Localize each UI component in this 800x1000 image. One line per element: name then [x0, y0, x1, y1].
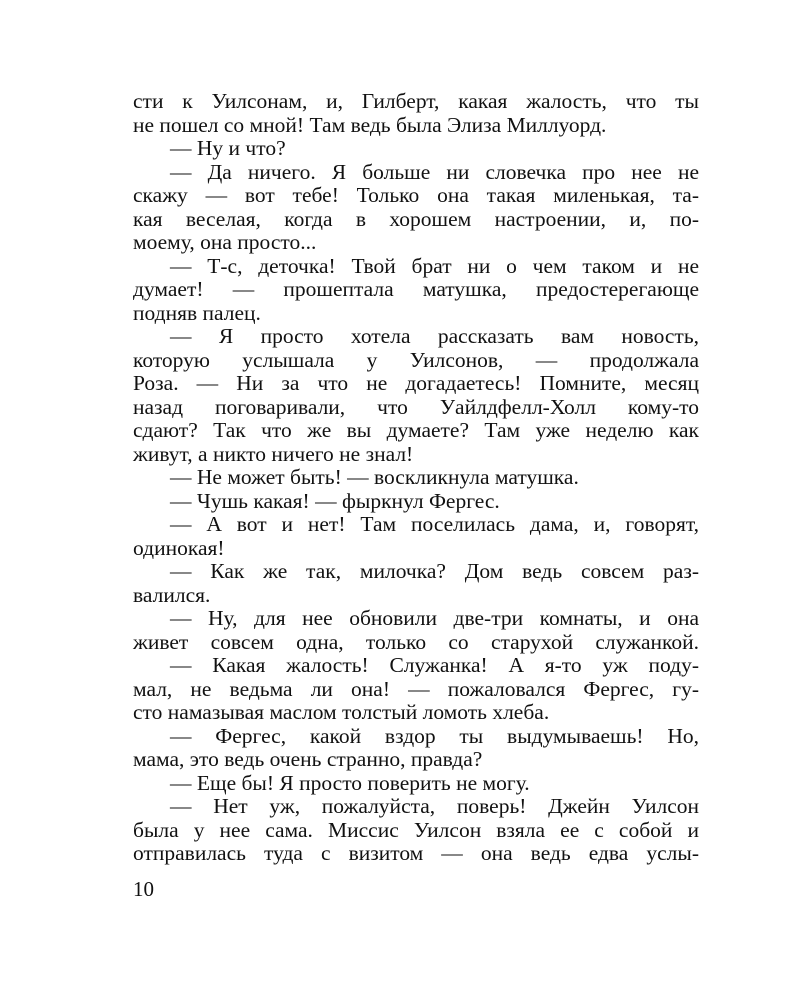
text-line: сто намазывая маслом толстый ломоть хлеба. — [133, 700, 550, 724]
text-line: одинокая! — [133, 535, 225, 560]
text-line: — Как же так, милочка? Дом ведь совсем раз- — [170, 559, 699, 583]
text-line: — Я просто хотела рассказать вам новость, — [170, 324, 699, 348]
text-line: сти к Уилсонам, и, Гилберт, какая жалость, что ты — [133, 89, 699, 113]
text-line: моему, она просто... — [133, 230, 317, 254]
text-line: — Нет уж, пожалуйста, поверь! Джейн Уилсон — [170, 794, 699, 818]
body-text — [133, 90, 699, 866]
text-line: — Не может быть! — воскликнула матушка. — [170, 465, 579, 489]
text-line: мама, это ведь очень странно, правда? — [133, 747, 483, 771]
text-line: — А вот и нет! Там поселилась дама, и, говорят, — [170, 512, 699, 536]
text-line: — Какая жалость! Служанка! А я-то уж поду- — [170, 653, 699, 677]
text-line: — Ну и что? — [170, 136, 286, 160]
text-line: подняв палец. — [133, 300, 261, 325]
text-line: — Еще бы! Я просто поверить не могу. — [170, 770, 530, 795]
text-line: отправилась туда с визитом — она ведь едва услы- — [133, 841, 699, 865]
text-line: была у нее сама. Миссис Уилсон взяла ее с собой и — [133, 817, 699, 842]
text-line: не пошел со мной! Там ведь была Элиза Миллуорд. — [133, 112, 607, 137]
text-line: — Чушь какая! — фыркнул Фергес. — [170, 488, 500, 513]
text-line: — Да ничего. Я больше ни словечка про нее не — [170, 159, 699, 184]
page-number: 10 — [133, 877, 154, 901]
text-line: назад поговаривали, что Уайлдфелл-Холл кому-то — [133, 394, 699, 419]
text-line: — Ну, для нее обновили две-три комнаты, и она — [170, 606, 699, 630]
text-line: валился. — [133, 582, 211, 607]
text-line: живут, а никто ничего не знал! — [133, 441, 414, 466]
text-line: думает! — прошептала матушка, предостерегающе — [133, 277, 699, 301]
text-line: живет совсем одна, только со старухой служанкой. — [133, 629, 699, 654]
text-line: — Т-с, деточка! Твой брат ни о чем таком и не — [170, 253, 699, 278]
text-line: скажу — вот тебе! Только она такая миленькая, та- — [133, 183, 699, 207]
text-line: Роза. — Ни за что не догадаетесь! Помните, месяц — [133, 371, 699, 395]
text-line: сдают? Так что же вы думаете? Там уже неделю как — [133, 418, 699, 442]
text-line: кая веселая, когда в хорошем настроении, и, по- — [133, 206, 699, 231]
text-line: мал, не ведьма ли она! — пожаловался Фергес, гу- — [133, 676, 699, 701]
text-line: которую услышала у Уилсонов, — продолжала — [133, 347, 699, 372]
text-line: — Фергес, какой вздор ты выдумываешь! Но, — [170, 723, 699, 748]
